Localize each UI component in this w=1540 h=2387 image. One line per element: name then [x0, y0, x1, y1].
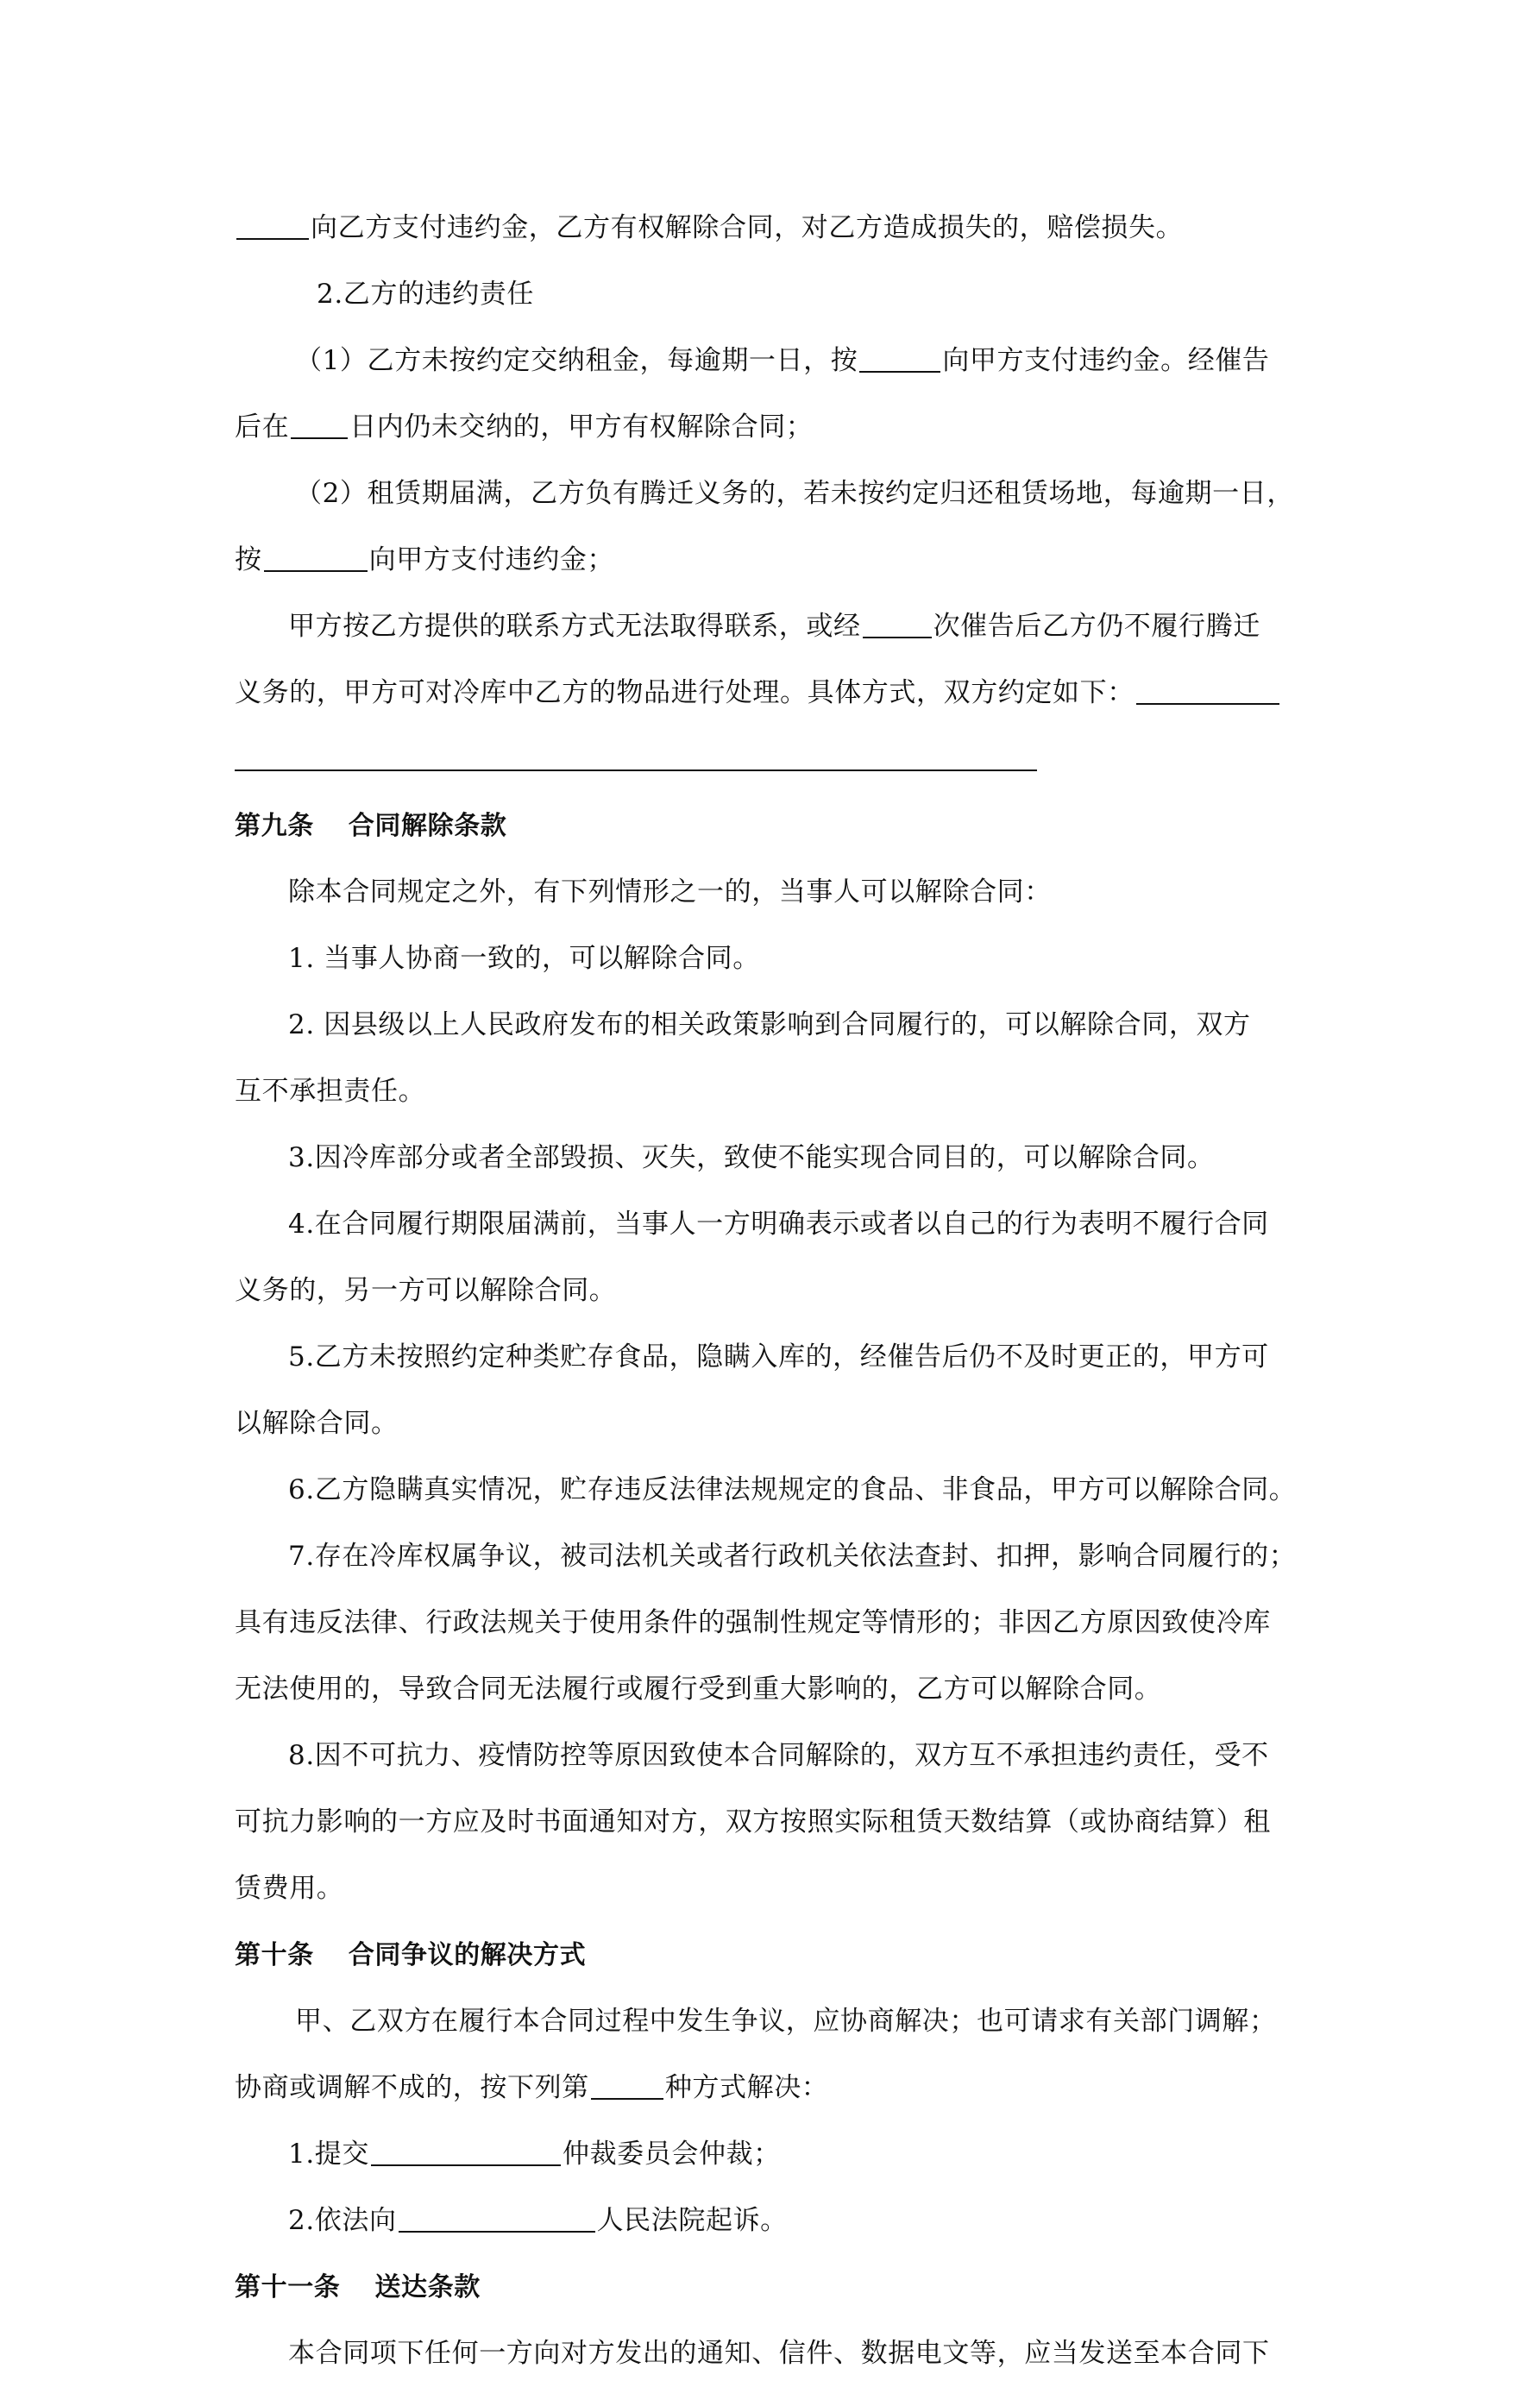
- text-line: [235, 261, 1313, 328]
- article-9-heading: [235, 793, 1313, 859]
- text-line: [235, 1258, 1313, 1324]
- text: 2. 因县级以上人民政府发布的相关政策影响到合同履行的，可以解除合同，双方: [288, 1009, 1251, 1040]
- text-line: [235, 195, 1313, 261]
- article-number: 第九条: [235, 811, 314, 841]
- list-item: [235, 2121, 1313, 2188]
- text-line: [235, 461, 1313, 527]
- list-item: [235, 1457, 1313, 1523]
- list-item: [235, 992, 1313, 1058]
- article-10-heading: [235, 1922, 1313, 1988]
- text: 2.依法向: [288, 2205, 397, 2236]
- fill-blank[interactable]: [591, 2072, 663, 2100]
- text: 向乙方支付违约金，乙方有权解除合同，对乙方造成损失的，赔偿损失。: [311, 212, 1184, 243]
- list-item: [235, 1125, 1313, 1191]
- subheading: 2.乙方的违约责任: [317, 279, 534, 310]
- text: 1. 当事人协商一致的，可以解除合同。: [288, 943, 760, 974]
- text-line: [235, 394, 1313, 461]
- article-title: 合同争议的解决方式: [348, 1940, 587, 1970]
- text: 仲裁委员会仲裁；: [562, 2139, 781, 2170]
- text: 无法使用的，导致合同无法履行或履行受到重大影响的，乙方可以解除合同。: [235, 1674, 1162, 1705]
- text: 互不承担责任。: [235, 1076, 426, 1107]
- text: 后在: [235, 411, 290, 443]
- text: 日内仍未交纳的，甲方有权解除合同；: [349, 411, 814, 443]
- article-number: 第十一条: [235, 2272, 341, 2302]
- text: 义务的，另一方可以解除合同。: [235, 1275, 617, 1306]
- list-item: [235, 926, 1313, 992]
- list-item: [235, 2188, 1313, 2254]
- text: （2）租赁期届满，乙方负有腾迁义务的，若未按约定归还租赁场地，每逾期一日，: [295, 478, 1294, 509]
- text-line: [235, 2055, 1313, 2121]
- contract-page: [235, 195, 1313, 2387]
- text: 除本合同规定之外，有下列情形之一的，当事人可以解除合同：: [288, 876, 1052, 908]
- text: 向甲方支付违约金；: [368, 544, 615, 575]
- text: 人民法院起诉。: [596, 2205, 788, 2236]
- text: 以解除合同。: [235, 1408, 399, 1439]
- text: 8.因不可抗力、疫情防控等原因致使本合同解除的，双方互不承担违约责任，受不: [288, 1740, 1269, 1771]
- text: 具有违反法律、行政法规关于使用条件的强制性规定等情形的；非因乙方原因致使冷库: [235, 1607, 1271, 1638]
- article-title: 送达条款: [374, 2272, 481, 2302]
- fill-blank[interactable]: [235, 744, 1037, 771]
- text: 5.乙方未按照约定种类贮存食品，隐瞒入库的，经催告后仍不及时更正的，甲方可: [288, 1341, 1269, 1373]
- text-line: [235, 859, 1313, 926]
- text-line: [235, 1789, 1313, 1856]
- fill-blank[interactable]: [291, 411, 348, 439]
- fill-blank[interactable]: [236, 212, 309, 240]
- fill-blank[interactable]: [863, 611, 932, 638]
- text: 1.提交: [288, 2139, 369, 2170]
- text: 协商或调解不成的，按下列第: [235, 2072, 589, 2103]
- article-number: 第十条: [235, 1940, 314, 1970]
- text: 甲、乙双方在履行本合同过程中发生争议，应协商解决；也可请求有关部门调解；: [295, 2006, 1277, 2037]
- list-item: [235, 1523, 1313, 1590]
- list-item: [235, 1723, 1313, 1789]
- text-line: [235, 328, 1313, 394]
- fill-blank[interactable]: [1136, 677, 1279, 705]
- text: 赁费用。: [235, 1873, 344, 1904]
- list-item: [235, 1191, 1313, 1258]
- text: 可抗力影响的一方应及时书面通知对方，双方按照实际租赁天数结算（或协商结算）租: [235, 1806, 1271, 1837]
- text: 6.乙方隐瞒真实情况，贮存违反法律法规规定的食品、非食品，甲方可以解除合同。: [288, 1474, 1297, 1505]
- text-line: [235, 2321, 1313, 2387]
- text: 向甲方支付违约金。经催告: [942, 345, 1270, 376]
- text: 按: [235, 544, 262, 575]
- text: 3.因冷库部分或者全部毁损、灭失，致使不能实现合同目的，可以解除合同。: [288, 1142, 1215, 1173]
- fill-blank[interactable]: [859, 345, 940, 373]
- text-line: [235, 1656, 1313, 1723]
- text: 本合同项下任何一方向对方发出的通知、信件、数据电文等，应当发送至本合同下: [288, 2338, 1270, 2369]
- fill-blank[interactable]: [264, 544, 368, 572]
- text-line: [235, 1856, 1313, 1922]
- text-line: [235, 660, 1313, 726]
- text: 甲方按乙方提供的联系方式无法取得联系，或经: [288, 611, 861, 642]
- text-line: [235, 1988, 1313, 2055]
- text: （1）乙方未按约定交纳租金，每逾期一日，按: [295, 345, 858, 376]
- list-item: [235, 1324, 1313, 1391]
- text-line: [235, 1058, 1313, 1125]
- text-line: [235, 1391, 1313, 1457]
- article-title: 合同解除条款: [348, 811, 507, 841]
- text-line: [235, 594, 1313, 660]
- text: 4.在合同履行期限届满前，当事人一方明确表示或者以自己的行为表明不履行合同: [288, 1209, 1269, 1240]
- text: 7.存在冷库权属争议，被司法机关或者行政机关依法查封、扣押，影响合同履行的；: [288, 1541, 1297, 1572]
- text-line: [235, 726, 1313, 793]
- text: 义务的，甲方可对冷库中乙方的物品进行处理。具体方式，双方约定如下：: [235, 677, 1135, 708]
- text-line: [235, 1590, 1313, 1656]
- fill-blank[interactable]: [399, 2205, 595, 2233]
- text-line: [235, 527, 1313, 594]
- text: 种方式解决：: [664, 2072, 829, 2103]
- text: 次催告后乙方仍不履行腾迁: [933, 611, 1260, 642]
- article-11-heading: [235, 2254, 1313, 2321]
- fill-blank[interactable]: [371, 2139, 561, 2166]
